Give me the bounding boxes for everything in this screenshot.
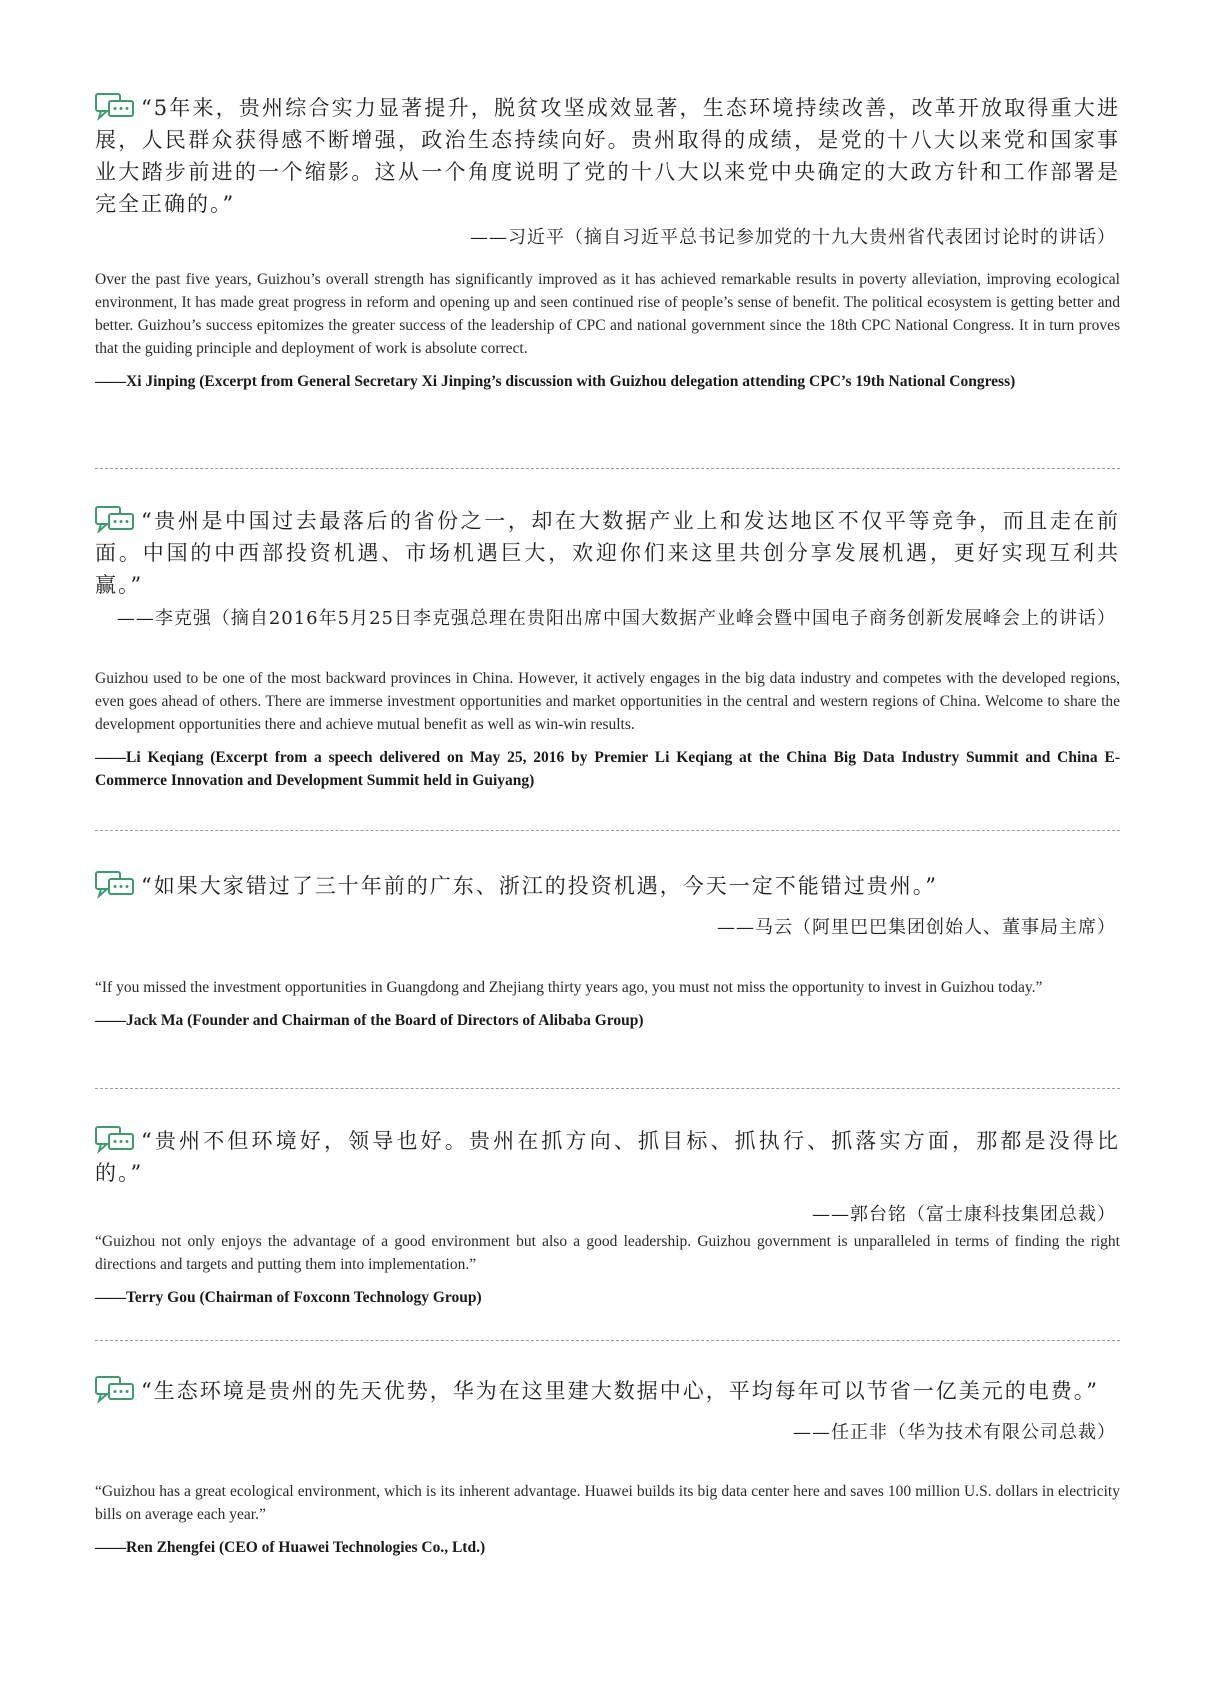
quote-chinese-body: “贵州是中国过去最落后的省份之一，却在大数据产业上和发达地区不仅平等竞争，而且走在前面。中国的中西部投资机遇、市场机遇巨大，欢迎你们来这里共创分享发展机遇，更好实现互利共赢。” [95, 509, 1120, 597]
quote-chinese-source: ——任正非（华为技术有限公司总裁） [793, 1422, 1116, 1443]
speech-bubble-icon [95, 1126, 135, 1154]
quote-chinese-text [95, 1375, 1120, 1407]
quote-english-source: ——Li Keqiang (Excerpt from a speech delivered on May 25, 2016 by Premier Li Keqiang at the China Big Data Industry Summit and China E-Commerce Innovation and Development Summit held in Guiyang) [95, 749, 1120, 789]
quote-english-text: Over the past five years, Guizhou’s overall strength has significantly improved as it has achieved remarkable results in poverty alleviation, improving ecological environment, It has made great progress in reform and opening up and seen continued rise of people’s sense of benefit. The political ecosystem is getting better and better. Guizhou’s success epitomizes the greater success of the leadership of CPC and national government since the 18th CPC National Congress. It in turn proves that the guiding principle and deployment of work is absolute correct. [95, 271, 1120, 357]
quote-english-text: “Guizhou has a great ecological environment, which is its inherent advantage. Huawei builds its big data center here and saves 100 million U.S. dollars in electricity bills on average each year.” [95, 1483, 1120, 1523]
quote-chinese-body: “生态环境是贵州的先天优势，华为在这里建大数据中心，平均每年可以节省一亿美元的电费。” [141, 1379, 1099, 1403]
quote-chinese-source: ——马云（阿里巴巴集团创始人、董事局主席） [717, 917, 1116, 938]
quote-english-li-keqiang [95, 667, 1120, 792]
quote-chinese-body: “贵州不但环境好，领导也好。贵州在抓方向、抓目标、抓执行、抓落实方面，那都是没得比的。” [95, 1129, 1120, 1185]
quote-english-text: Guizhou used to be one of the most backward provinces in China. However, it actively engages in the big data industry and competes with the developed regions, even goes ahead of others. There are immerse investment opportunities and market opportunities in the central and western regions of China. Welcome to share the development opportunities there and achieve mutual benefit as well as win-win results. [95, 670, 1120, 733]
quote-chinese-source: ——郭台铭（富士康科技集团总裁） [812, 1204, 1116, 1225]
section-divider [95, 1340, 1120, 1341]
quote-english-xi-jinping [95, 268, 1120, 393]
quote-chinese-text [95, 505, 1120, 601]
section-divider [95, 1088, 1120, 1089]
section-divider [95, 830, 1120, 831]
quote-english-source: ——Xi Jinping (Excerpt from General Secretary Xi Jinping’s discussion with Guizhou delegation attending CPC’s 19th National Congress) [95, 373, 1016, 390]
section-divider [95, 468, 1120, 469]
quote-english-text: “If you missed the investment opportunities in Guangdong and Zhejiang thirty years ago, you must not miss the opportunity to invest in Guizhou today.” [95, 979, 1043, 996]
quote-chinese-body: “5年来，贵州综合实力显著提升，脱贫攻坚成效显著，生态环境持续改善，改革开放取得重大进展，人民群众获得感不断增强，政治生态持续向好。贵州取得的成绩，是党的十八大以来党和国家事业大踏步前进的一个缩影。这从一个角度说明了党的十八大以来党中央确定的大政方针和工作部署是完全正确的。” [95, 96, 1120, 216]
quote-block-ren-zhengfei [95, 1375, 1120, 1447]
quote-chinese-source: ——李克强（摘自2016年5月25日李克强总理在贵阳出席中国大数据产业峰会暨中国电子商务创新发展峰会上的讲话） [116, 608, 1116, 629]
quote-chinese-body: “如果大家错过了三十年前的广东、浙江的投资机遇，今天一定不能错过贵州。” [141, 874, 938, 898]
speech-bubble-icon [95, 93, 135, 121]
quote-english-source: ——Ren Zhengfei (CEO of Huawei Technologies Co., Ltd.) [95, 1539, 486, 1556]
quote-block-li-keqiang [95, 505, 1120, 633]
quote-block-terry-gou [95, 1125, 1120, 1229]
quote-english-terry-gou [95, 1230, 1120, 1309]
quote-english-source: ——Jack Ma (Founder and Chairman of the Board of Directors of Alibaba Group) [95, 1012, 644, 1029]
quote-chinese-source: ——习近平（摘自习近平总书记参加党的十九大贵州省代表团讨论时的讲话） [470, 227, 1116, 248]
quote-chinese-text [95, 92, 1120, 220]
quote-chinese-text [95, 1125, 1120, 1189]
quote-chinese-text [95, 870, 1120, 902]
quote-english-ren-zhengfei [95, 1480, 1120, 1559]
quote-block-jack-ma [95, 870, 1120, 942]
speech-bubble-icon [95, 871, 135, 899]
quote-block-xi-jinping [95, 92, 1120, 252]
quote-english-source: ——Terry Gou (Chairman of Foxconn Technology Group) [95, 1289, 482, 1306]
quote-english-text: “Guizhou not only enjoys the advantage of a good environment but also a good leadership. Guizhou government is unparalleled in terms of finding the right directions and targets and putting them into implementation.” [95, 1233, 1120, 1273]
speech-bubble-icon [95, 506, 135, 534]
speech-bubble-icon [95, 1376, 135, 1404]
quote-english-jack-ma [95, 976, 1120, 1032]
